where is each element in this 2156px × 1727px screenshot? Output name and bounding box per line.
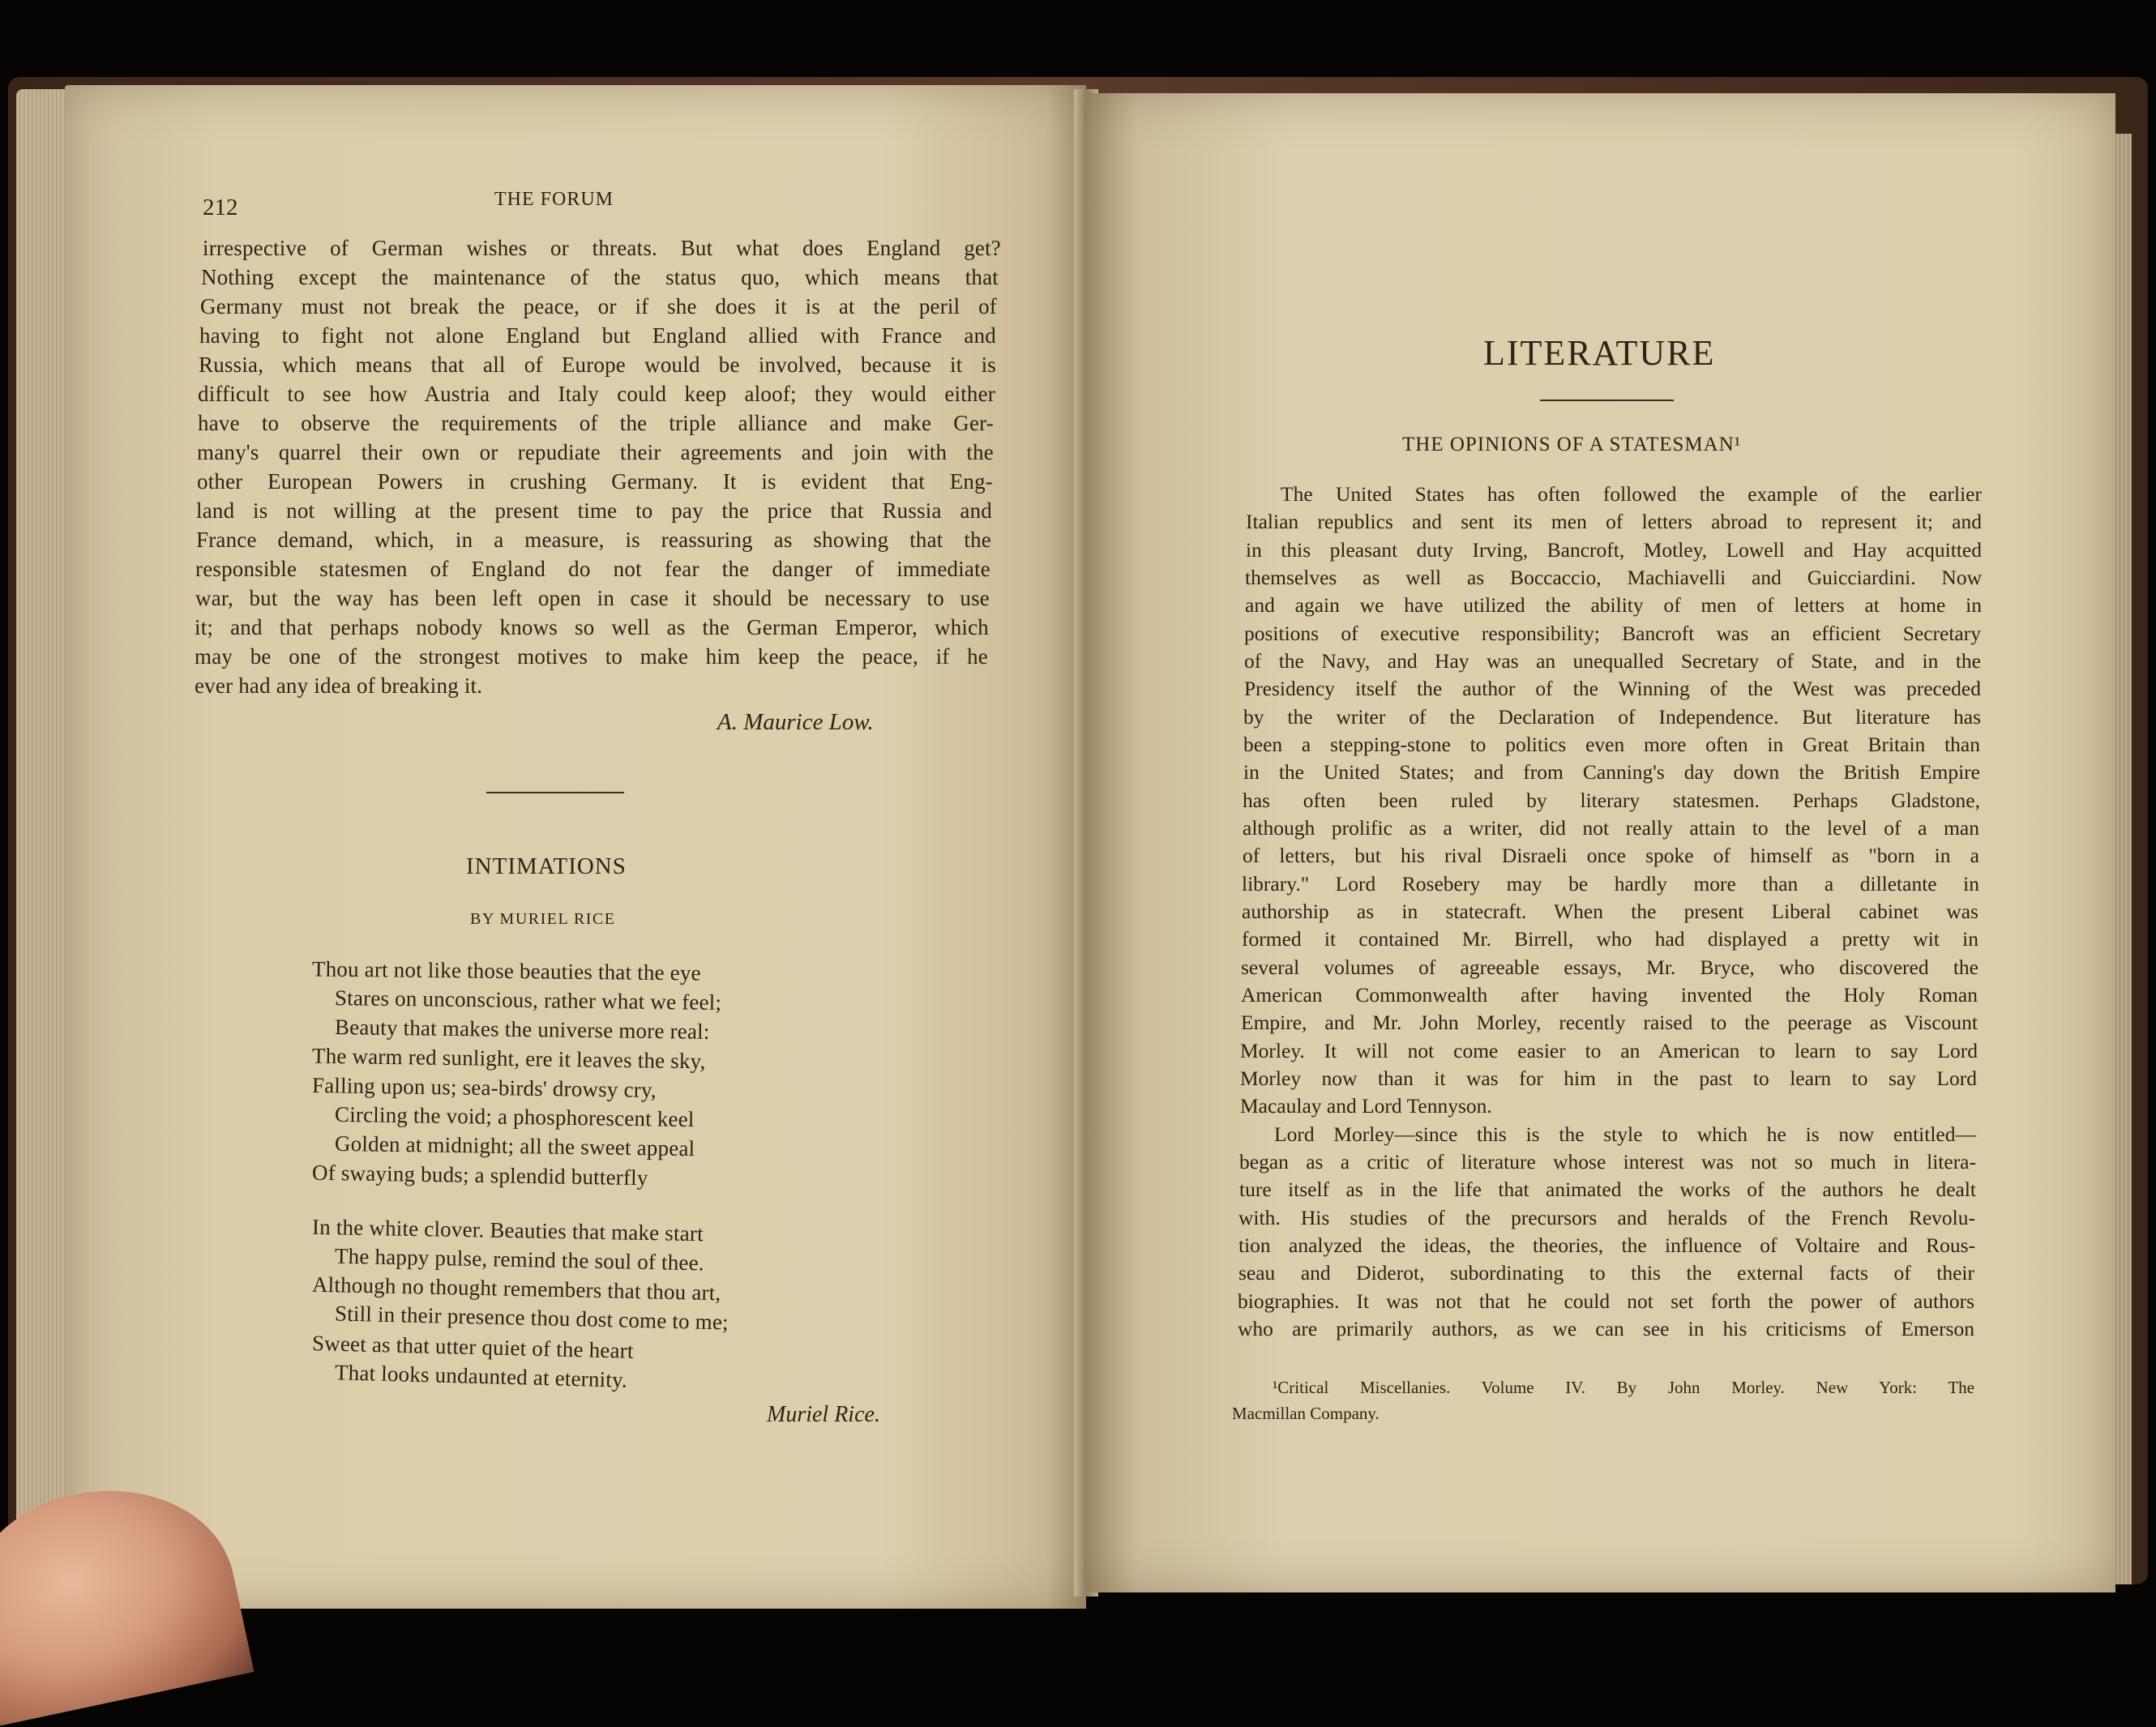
body-line: of the Navy, and Hay was an unequalled Secretary of State, and in the <box>1244 649 1981 673</box>
poem-line: Of swaying buds; a splendid butterfly <box>311 1160 648 1191</box>
poem-line: Although no thought remembers that thou art, <box>311 1272 721 1306</box>
article-line: other European Powers in crushing Germany. It is evident that Eng- <box>197 469 993 494</box>
body-line: been a stepping-stone to politics even more often in Great Britain than <box>1243 733 1980 756</box>
poem-line: Golden at midnight; all the sweet appeal <box>334 1131 695 1161</box>
article-line: ever had any idea of breaking it. <box>195 673 483 698</box>
article-line: it; and that perhaps nobody knows so well as the German Emperor, which <box>195 615 989 639</box>
page-number: 212 <box>203 195 238 220</box>
right-page <box>1086 93 2115 1592</box>
body-line: American Commonwealth after having invented the Holy Roman <box>1241 983 1978 1007</box>
poem-line: In the white clover. Beauties that make start <box>311 1214 704 1246</box>
footnote-line: Macmillan Company. <box>1232 1404 1380 1423</box>
body-line: has often been ruled by literary statesmen. Perhaps Gladstone, <box>1243 789 1980 812</box>
body-line: tion analyzed the ideas, the theories, the influence of Voltaire and Rous- <box>1238 1233 1975 1257</box>
poem-line: Stares on unconscious, rather what we feel; <box>334 985 722 1015</box>
body-line: Morley now than it was for him in the past to learn to say Lord <box>1240 1067 1977 1090</box>
poem-byline: BY MURIEL RICE <box>470 910 616 928</box>
left-page <box>65 85 1086 1609</box>
article-line: many's quarrel their own or repudiate their agreements and join with the <box>197 440 994 464</box>
article-title: THE OPINIONS OF A STATESMAN¹ <box>1402 434 1742 455</box>
poem-line: Thou art not like those beauties that the eye <box>311 956 702 985</box>
article-line: France demand, which, in a measure, is reassuring as showing that the <box>196 528 991 552</box>
running-head: THE FORUM <box>494 189 614 210</box>
poem-line: The happy pulse, remind the soul of thee. <box>334 1243 705 1276</box>
poem-line: Circling the void; a phosphorescent keel <box>334 1101 695 1132</box>
article-signature: A. Maurice Low. <box>717 709 874 735</box>
article-line: having to fight not alone England but England allied with France and <box>199 323 996 348</box>
article-line: difficult to see how Austria and Italy could keep aloof; they would either <box>198 382 995 406</box>
article-line: land is not willing at the present time to pay the price that Russia and <box>196 498 992 523</box>
title-divider <box>1540 400 1674 401</box>
article-line: Nothing except the maintenance of the status quo, which means that <box>201 265 999 289</box>
body-line: Empire, and Mr. John Morley, recently raised to the peerage as Viscount <box>1241 1011 1978 1034</box>
poem-signature: Muriel Rice. <box>767 1402 880 1427</box>
article-line: irrespective of German wishes or threats. But what does England get? <box>203 236 1001 260</box>
article-line: Germany must not break the peace, or if she does it is at the peril of <box>200 294 997 318</box>
poem-line: Still in their presence thou dost come to me; <box>334 1301 729 1335</box>
body-line: Lord Morley—since this is the style to which he is now entitled— <box>1274 1122 1976 1146</box>
body-line: themselves as well as Boccaccio, Machiavelli and Guicciardini. Now <box>1245 566 1982 589</box>
body-line: who are primarily authors, as we can see in his criticisms of Emerson <box>1238 1317 1974 1340</box>
body-line: in the United States; and from Canning's day down the British Empire <box>1243 760 1980 784</box>
body-line: in this pleasant duty Irving, Bancroft, Motley, Lowell and Hay acquitted <box>1246 538 1982 562</box>
article-line: war, but the way has been left open in case it should be necessary to use <box>195 586 990 610</box>
body-line: authorship as in statecraft. When the present Liberal cabinet was <box>1242 900 1978 923</box>
body-line: Macaulay and Lord Tennyson. <box>1240 1094 1492 1118</box>
section-divider <box>486 792 624 793</box>
body-line: formed it contained Mr. Birrell, who had displayed a pretty wit in <box>1242 927 1978 951</box>
poem-line: That looks undaunted at eternity. <box>334 1360 628 1392</box>
body-line: several volumes of agreeable essays, Mr. Bryce, who discovered the <box>1241 955 1978 979</box>
article-line: may be one of the strongest motives to make him keep the peace, if he <box>195 644 988 669</box>
footnote-line: ¹Critical Miscellanies. Volume IV. By John Morley. New York: The <box>1273 1378 1974 1397</box>
article-line: responsible statesmen of England do not fear the danger of immediate <box>195 557 990 581</box>
body-line: although prolific as a writer, did not really attain to the level of a man <box>1243 816 1979 840</box>
article-line: Russia, which means that all of Europe would be involved, because it is <box>199 353 996 377</box>
body-line: Italian republics and sent its men of letters abroad to represent it; and <box>1246 510 1982 533</box>
poem-title: INTIMATIONS <box>466 853 627 879</box>
body-line: began as a critic of literature whose interest was not so much in litera- <box>1239 1150 1976 1173</box>
body-line: positions of executive responsibility; Bancroft was an efficient Secretary <box>1244 622 1981 645</box>
body-line: of letters, but his rival Disraeli once spoke of himself as "born in a <box>1243 844 1979 867</box>
poem-line: Sweet as that utter quiet of the heart <box>311 1331 635 1363</box>
body-line: ture itself as in the life that animated the works of the authors he dealt <box>1239 1178 1976 1201</box>
poem-line: The warm red sunlight, ere it leaves the sky, <box>311 1043 706 1074</box>
body-line: The United States has often followed the example of the earlier <box>1281 482 1982 506</box>
body-line: seau and Diderot, subordinating to this the external facts of their <box>1238 1261 1974 1285</box>
body-line: and again we have utilized the ability of men of letters at home in <box>1245 593 1982 617</box>
body-line: library." Lord Rosebery may be hardly more than a dilletante in <box>1242 872 1979 896</box>
poem-line: Falling upon us; sea-birds' drowsy cry, <box>311 1073 657 1102</box>
body-line: by the writer of the Declaration of Independence. But literature has <box>1243 705 1981 729</box>
article-line: have to observe the requirements of the triple alliance and make Ger- <box>198 411 994 435</box>
section-title: LITERATURE <box>1483 333 1716 373</box>
body-line: with. His studies of the precursors and heralds of the French Revolu- <box>1238 1206 1975 1229</box>
poem-line: Beauty that makes the universe more real: <box>334 1015 710 1044</box>
body-line: Morley. It will not come easier to an American to learn to say Lord <box>1240 1039 1978 1062</box>
body-line: biographies. It was not that he could not set forth the power of authors <box>1238 1289 1974 1313</box>
body-line: Presidency itself the author of the Winning of the West was preceded <box>1244 677 1981 700</box>
